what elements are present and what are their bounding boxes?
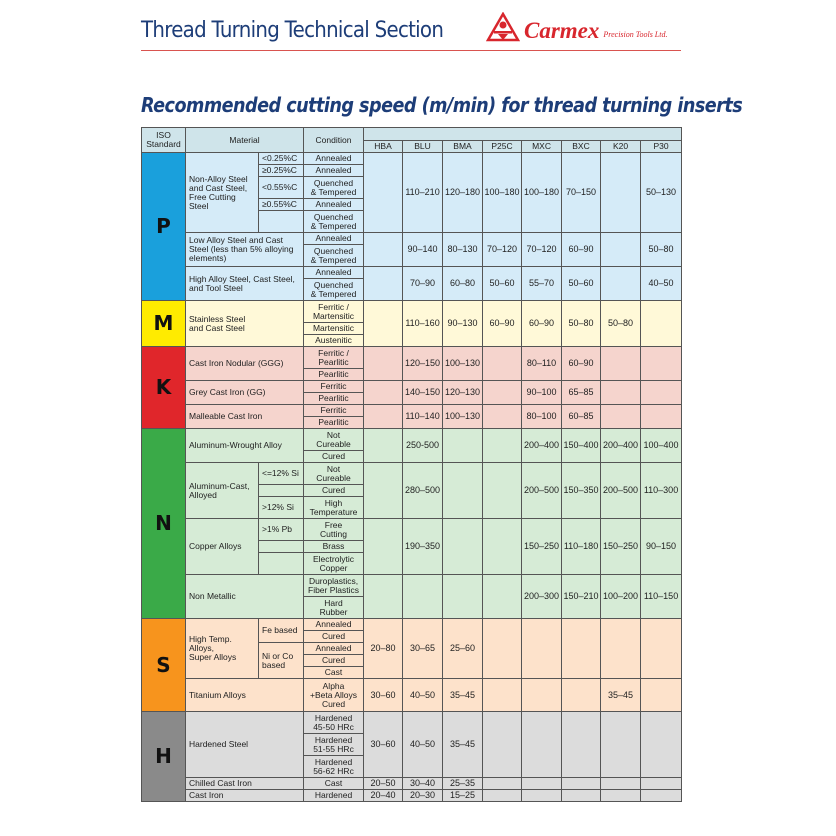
iso-group-n: N [142, 429, 186, 619]
condition: Free Cutting [304, 519, 364, 541]
speed-blu: 250-500 [403, 429, 443, 463]
speed-bxc: 150–210 [562, 575, 601, 619]
speed-p30 [641, 790, 682, 802]
speed-p30: 90–150 [641, 519, 682, 575]
material-subtype: >1% Pb [259, 519, 304, 541]
speed-mxc: 200–400 [522, 429, 562, 463]
speed-bma: 15–25 [443, 790, 483, 802]
condition: Brass [304, 541, 364, 553]
speed-hba [364, 519, 403, 575]
speed-bma: 90–130 [443, 301, 483, 347]
material-subtype [259, 541, 304, 553]
header-grade-k20: K20 [601, 141, 641, 153]
speed-hba [364, 429, 403, 463]
speed-blu: 120–150 [403, 347, 443, 381]
material-subtype [259, 211, 304, 233]
speed-bxc: 60–85 [562, 405, 601, 429]
header-grade-hba: HBA [364, 141, 403, 153]
speed-hba [364, 463, 403, 519]
speed-p30 [641, 381, 682, 405]
condition: Cast [304, 778, 364, 790]
speed-k20 [601, 267, 641, 301]
speed-bxc [562, 712, 601, 778]
speed-blu: 40–50 [403, 679, 443, 712]
header-rule [141, 50, 681, 51]
condition: Annealed [304, 199, 364, 211]
speed-p25c [483, 679, 522, 712]
speed-blu: 20–30 [403, 790, 443, 802]
speed-bxc: 65–85 [562, 381, 601, 405]
condition: Annealed [304, 643, 364, 655]
speed-p30 [641, 347, 682, 381]
speed-mxc: 60–90 [522, 301, 562, 347]
speed-mxc: 200–300 [522, 575, 562, 619]
condition: Cured [304, 631, 364, 643]
condition: Hardened 51-55 HRc [304, 734, 364, 756]
speed-blu: 40–50 [403, 712, 443, 778]
table-row [142, 381, 682, 393]
iso-group-h: H [142, 712, 186, 802]
condition: Pearlitic [304, 417, 364, 429]
material-name: Low Alloy Steel and Cast Steel (less than 5% alloying elements) [186, 233, 304, 267]
material-subtype: Ni or Co based [259, 643, 304, 679]
condition: Hard Rubber [304, 597, 364, 619]
speed-k20 [601, 405, 641, 429]
speed-hba [364, 233, 403, 267]
speed-hba [364, 301, 403, 347]
speed-k20 [601, 347, 641, 381]
material-subtype: ≥0.55%C [259, 199, 304, 211]
table-row [142, 519, 682, 541]
speed-bxc: 50–80 [562, 301, 601, 347]
speed-p30 [641, 778, 682, 790]
speed-bxc: 70–150 [562, 153, 601, 233]
speed-p25c [483, 405, 522, 429]
condition: Cured [304, 485, 364, 497]
material-name: Cast Iron Nodular (GGG) [186, 347, 304, 381]
section-title: Thread Turning Technical Section [141, 18, 444, 43]
speed-mxc: 200–500 [522, 463, 562, 519]
condition: Annealed [304, 233, 364, 245]
condition: Quenched & Tempered [304, 211, 364, 233]
material-name: Cast Iron [186, 790, 304, 802]
speed-blu: 30–40 [403, 778, 443, 790]
material-name: Chilled Cast Iron [186, 778, 304, 790]
header-grade-bxc: BXC [562, 141, 601, 153]
speed-p30: 110–300 [641, 463, 682, 519]
speed-p30 [641, 405, 682, 429]
speed-bxc: 50–60 [562, 267, 601, 301]
condition: Electrolytic Copper [304, 553, 364, 575]
speed-p25c [483, 463, 522, 519]
speed-k20: 50–80 [601, 301, 641, 347]
material-subtype: >12% Si [259, 497, 304, 519]
speed-p25c: 60–90 [483, 301, 522, 347]
material-subtype [259, 553, 304, 575]
speed-mxc [522, 679, 562, 712]
speed-bma: 80–130 [443, 233, 483, 267]
table-row [142, 619, 682, 631]
condition: Hardened [304, 790, 364, 802]
speed-hba [364, 153, 403, 233]
condition: Cast [304, 667, 364, 679]
speed-k20 [601, 153, 641, 233]
condition: Ferritic [304, 405, 364, 417]
table-row [142, 712, 682, 734]
material-name: Stainless Steel and Cast Steel [186, 301, 304, 347]
speed-p25c: 100–180 [483, 153, 522, 233]
condition: Quenched & Tempered [304, 279, 364, 301]
speed-p30 [641, 679, 682, 712]
speed-p30: 50–130 [641, 153, 682, 233]
speed-hba [364, 575, 403, 619]
speed-mxc [522, 619, 562, 679]
material-name: High Temp. Alloys, Super Alloys [186, 619, 259, 679]
material-name: Non Metallic [186, 575, 304, 619]
table-row [142, 463, 682, 485]
material-name: Non-Alloy Steel and Cast Steel, Free Cutting Steel [186, 153, 259, 233]
iso-group-m: M [142, 301, 186, 347]
speed-bxc: 150–350 [562, 463, 601, 519]
speed-bma: 120–130 [443, 381, 483, 405]
speed-hba [364, 347, 403, 381]
header-material: Material [186, 128, 304, 153]
speed-hba [364, 405, 403, 429]
table-row [142, 267, 682, 279]
speed-bxc [562, 790, 601, 802]
condition: Cured [304, 451, 364, 463]
speed-bxc [562, 778, 601, 790]
condition: Pearlitic [304, 393, 364, 405]
speed-p30: 110–150 [641, 575, 682, 619]
speed-bma: 25–35 [443, 778, 483, 790]
speed-p30: 100–400 [641, 429, 682, 463]
table-row [142, 405, 682, 417]
speed-blu: 30–65 [403, 619, 443, 679]
speed-blu: 140–150 [403, 381, 443, 405]
condition: High Temperature [304, 497, 364, 519]
condition: Ferritic / Pearlitic [304, 347, 364, 369]
speed-k20 [601, 790, 641, 802]
material-name: Titanium Alloys [186, 679, 304, 712]
speed-bxc [562, 679, 601, 712]
condition: Quenched & Tempered [304, 245, 364, 267]
speed-bxc: 60–90 [562, 233, 601, 267]
condition: Hardened 56-62 HRc [304, 756, 364, 778]
speed-bma [443, 463, 483, 519]
speed-bma: 120–180 [443, 153, 483, 233]
condition: Annealed [304, 619, 364, 631]
speed-mxc: 55–70 [522, 267, 562, 301]
speed-mxc [522, 790, 562, 802]
speed-blu [403, 575, 443, 619]
speed-p25c [483, 712, 522, 778]
table-row [142, 778, 682, 790]
condition: Austenitic [304, 335, 364, 347]
speed-bxc: 60–90 [562, 347, 601, 381]
carmex-logo [486, 12, 667, 42]
logo-subtitle: Precision Tools Ltd. [603, 30, 668, 39]
speed-blu: 90–140 [403, 233, 443, 267]
speed-p25c [483, 347, 522, 381]
condition: Cured [304, 655, 364, 667]
speed-bma: 100–130 [443, 405, 483, 429]
speed-p25c [483, 429, 522, 463]
header-grade-bma: BMA [443, 141, 483, 153]
speed-p25c [483, 381, 522, 405]
table-row [142, 679, 682, 712]
header-grade-blu: BLU [403, 141, 443, 153]
condition: Pearlitic [304, 369, 364, 381]
iso-group-s: S [142, 619, 186, 712]
material-name: Grey Cast Iron (GG) [186, 381, 304, 405]
carmex-triangle-logo-icon [486, 12, 520, 42]
speed-hba: 20–50 [364, 778, 403, 790]
speed-hba: 20–80 [364, 619, 403, 679]
speed-blu: 110–210 [403, 153, 443, 233]
speed-mxc: 90–100 [522, 381, 562, 405]
condition: Annealed [304, 267, 364, 279]
speed-bma: 35–45 [443, 712, 483, 778]
material-subtype: ≥0.25%C [259, 165, 304, 177]
speed-blu: 280–500 [403, 463, 443, 519]
speed-bma: 60–80 [443, 267, 483, 301]
iso-group-p: P [142, 153, 186, 301]
speed-p25c [483, 778, 522, 790]
speed-blu: 70–90 [403, 267, 443, 301]
speed-bma: 100–130 [443, 347, 483, 381]
condition: Not Cureable [304, 463, 364, 485]
speed-bxc [562, 619, 601, 679]
header-grades-band [364, 128, 682, 141]
speed-k20: 100–200 [601, 575, 641, 619]
speed-k20 [601, 712, 641, 778]
material-name: Hardened Steel [186, 712, 304, 778]
table-row [142, 347, 682, 369]
material-subtype: Fe based [259, 619, 304, 643]
speed-p30 [641, 712, 682, 778]
logo-name: Carmex [524, 18, 600, 43]
speed-p25c: 50–60 [483, 267, 522, 301]
speed-bma [443, 429, 483, 463]
material-name: High Alloy Steel, Cast Steel, and Tool Steel [186, 267, 304, 301]
speed-mxc: 100–180 [522, 153, 562, 233]
table-row [142, 790, 682, 802]
speed-mxc: 80–100 [522, 405, 562, 429]
speed-p25c [483, 790, 522, 802]
speed-mxc: 80–110 [522, 347, 562, 381]
speed-k20 [601, 233, 641, 267]
speed-p30: 40–50 [641, 267, 682, 301]
condition: Martensitic [304, 323, 364, 335]
material-subtype: <=12% Si [259, 463, 304, 485]
header-grade-p30: P30 [641, 141, 682, 153]
speed-blu: 190–350 [403, 519, 443, 575]
material-name: Aluminum-Cast, Alloyed [186, 463, 259, 519]
speed-blu: 110–160 [403, 301, 443, 347]
header-grade-p25c: P25C [483, 141, 522, 153]
speed-mxc [522, 778, 562, 790]
speed-bma [443, 519, 483, 575]
speed-p25c: 70–120 [483, 233, 522, 267]
table-row [142, 233, 682, 245]
speed-hba [364, 381, 403, 405]
speed-mxc: 70–120 [522, 233, 562, 267]
table-row [142, 429, 682, 451]
speed-hba: 30–60 [364, 712, 403, 778]
speed-k20: 150–250 [601, 519, 641, 575]
condition: Duroplastics, Fiber Plastics [304, 575, 364, 597]
speed-bxc: 110–180 [562, 519, 601, 575]
header-grade-mxc: MXC [522, 141, 562, 153]
material-name: Malleable Cast Iron [186, 405, 304, 429]
table-row [142, 301, 682, 323]
speed-p30 [641, 619, 682, 679]
material-subtype [259, 485, 304, 497]
condition: Ferritic [304, 381, 364, 393]
speed-p30 [641, 301, 682, 347]
header-iso-standard: ISO Standard [142, 128, 186, 153]
material-subtype: <0.55%C [259, 177, 304, 199]
speed-k20: 35–45 [601, 679, 641, 712]
iso-group-k: K [142, 347, 186, 429]
speed-p25c [483, 619, 522, 679]
speed-hba: 30–60 [364, 679, 403, 712]
speed-k20: 200–500 [601, 463, 641, 519]
cutting-speed-table [141, 127, 682, 802]
condition: Quenched & Tempered [304, 177, 364, 199]
speed-k20 [601, 778, 641, 790]
condition: Annealed [304, 165, 364, 177]
speed-bxc: 150–400 [562, 429, 601, 463]
speed-k20 [601, 619, 641, 679]
table-row [142, 575, 682, 597]
header-condition: Condition [304, 128, 364, 153]
speed-k20 [601, 381, 641, 405]
speed-mxc: 150–250 [522, 519, 562, 575]
material-subtype: <0.25%C [259, 153, 304, 165]
speed-p30: 50–80 [641, 233, 682, 267]
speed-mxc [522, 712, 562, 778]
condition: Hardened 45-50 HRc [304, 712, 364, 734]
material-name: Copper Alloys [186, 519, 259, 575]
speed-bma: 25–60 [443, 619, 483, 679]
speed-blu: 110–140 [403, 405, 443, 429]
speed-p25c [483, 519, 522, 575]
condition: Alpha +Beta Alloys Cured [304, 679, 364, 712]
speed-hba: 20–40 [364, 790, 403, 802]
condition: Annealed [304, 153, 364, 165]
table-title: Recommended cutting speed (m/min) for thread turning inserts [141, 93, 743, 117]
speed-hba [364, 267, 403, 301]
condition: Not Cureable [304, 429, 364, 451]
speed-p25c [483, 575, 522, 619]
condition: Ferritic / Martensitic [304, 301, 364, 323]
speed-bma: 35–45 [443, 679, 483, 712]
speed-k20: 200–400 [601, 429, 641, 463]
table-row [142, 153, 682, 165]
speed-bma [443, 575, 483, 619]
material-name: Aluminum-Wrought Alloy [186, 429, 304, 463]
